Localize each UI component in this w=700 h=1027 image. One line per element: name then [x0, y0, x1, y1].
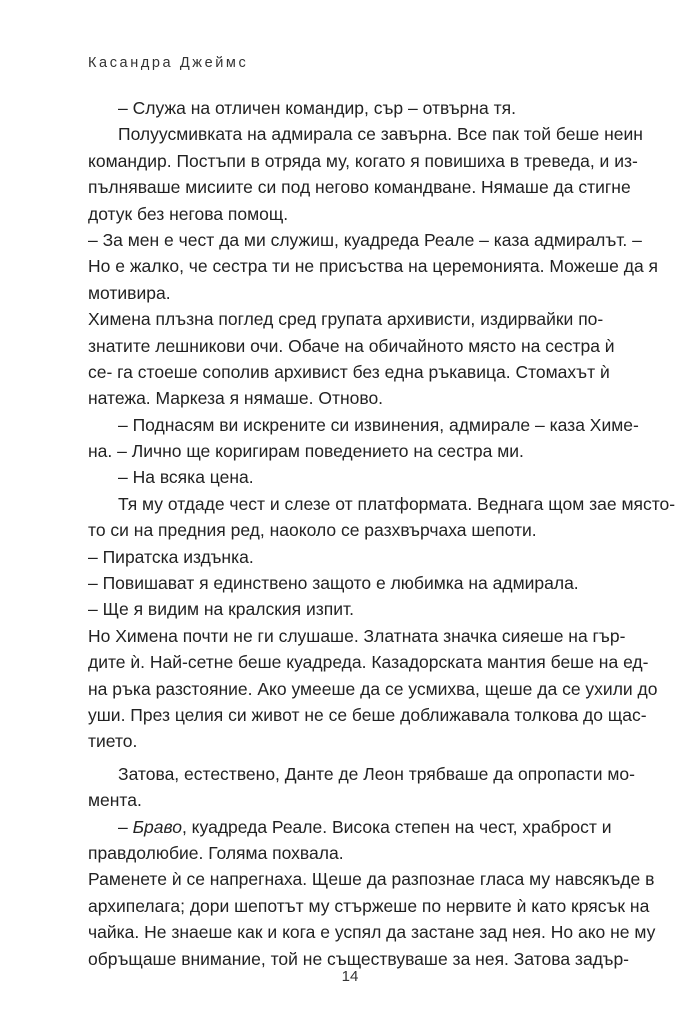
text-line: Но Химена почти не ги слушаше. Златната значка сияеше на гър-	[88, 625, 626, 646]
text-line: – Ще я видим на кралския изпит.	[88, 599, 354, 620]
text-line: мента.	[88, 790, 142, 811]
text-line: уши. През целия си живот не се беше доближавала толкова до щас-	[88, 704, 647, 725]
text-line: Затова, естествено, Данте де Леон трябваше да опропасти мо-	[118, 763, 635, 784]
running-header-author: Касандра Джеймс	[88, 55, 249, 71]
text-line: пълняваше мисиите си под негово командване. Нямаше да стигне	[88, 177, 631, 198]
text-line: правдолюбие. Голяма похвала.	[88, 842, 344, 863]
text-line: – Браво, куадреда Реале. Висока степен на чест, храброст и	[118, 816, 612, 837]
text-line: Химена плъзна поглед сред групата архивисти, издирвайки по-	[88, 309, 604, 330]
text-line: дотук без негова помощ.	[88, 203, 289, 224]
text-line: – Поднасям ви искрените си извинения, адмирале – каза Химе-	[118, 414, 639, 435]
text-line: на. – Лично ще коригирам поведението на сестра ми.	[88, 441, 524, 462]
text-line: се- га стоеше сополив архивист без една ръкавица. Стомахът ѝ	[88, 361, 610, 382]
text-line: чайка. Не знаеше как и кога е успял да застане зад нея. Но ако не му	[88, 922, 656, 943]
body-text	[88, 95, 676, 972]
text-line: знатите лешникови очи. Обаче на обичайното място на сестра ѝ	[88, 335, 615, 356]
text-line: архипелага; дори шепотът му стържеше по нервите ѝ като крясък на	[88, 895, 650, 916]
text-line: – На всяка цена.	[118, 467, 254, 488]
text-line: Тя му отдаде чест и слезе от платформата. Веднага щом зае място-	[118, 493, 676, 514]
text-line: – Служа на отличен командир, сър – отвърна тя.	[118, 98, 516, 118]
text-line: Но е жалко, че сестра ти не присъства на церемонията. Можеше да я	[88, 256, 659, 277]
text-line: дите ѝ. Най-сетне беше куадреда. Казадорската мантия беше на ед-	[88, 652, 649, 673]
text-line: на ръка разстояние. Ако умееше да се усмихва, щеше да се ухили до	[88, 678, 658, 699]
text-line: – За мен е чест да ми служиш, куадреда Реале – каза адмиралът. –	[88, 229, 642, 250]
text-line: – Пиратска издънка.	[88, 546, 254, 567]
text-line: тието.	[88, 731, 138, 752]
text-line: командир. Постъпи в отряда му, когато я повишиха в треведа, и из-	[88, 150, 638, 171]
text-line: то си на предния ред, наоколо се разхвърчаха шепоти.	[88, 520, 537, 541]
text-line-rest: , куадреда Реале. Висока степен на чест, храброст и	[181, 816, 612, 837]
text-line: мотивира.	[88, 282, 171, 303]
page-number: 14	[341, 968, 359, 985]
text-line: обръщаше внимание, той не съществуваше за нея. Затова задър-	[88, 948, 630, 969]
text-line: – Повишават я единствено защото е любимка на адмирала.	[88, 573, 579, 594]
text-line: Полуусмивката на адмирала се завърна. Все пак той беше неин	[118, 124, 643, 145]
text-line: Раменете ѝ се напрегнаха. Щеше да разпознае гласа му навсякъде в	[88, 869, 655, 890]
text-line: натежа. Маркеза я нямаше. Отново.	[88, 388, 384, 409]
italic-word: Браво	[132, 816, 182, 837]
